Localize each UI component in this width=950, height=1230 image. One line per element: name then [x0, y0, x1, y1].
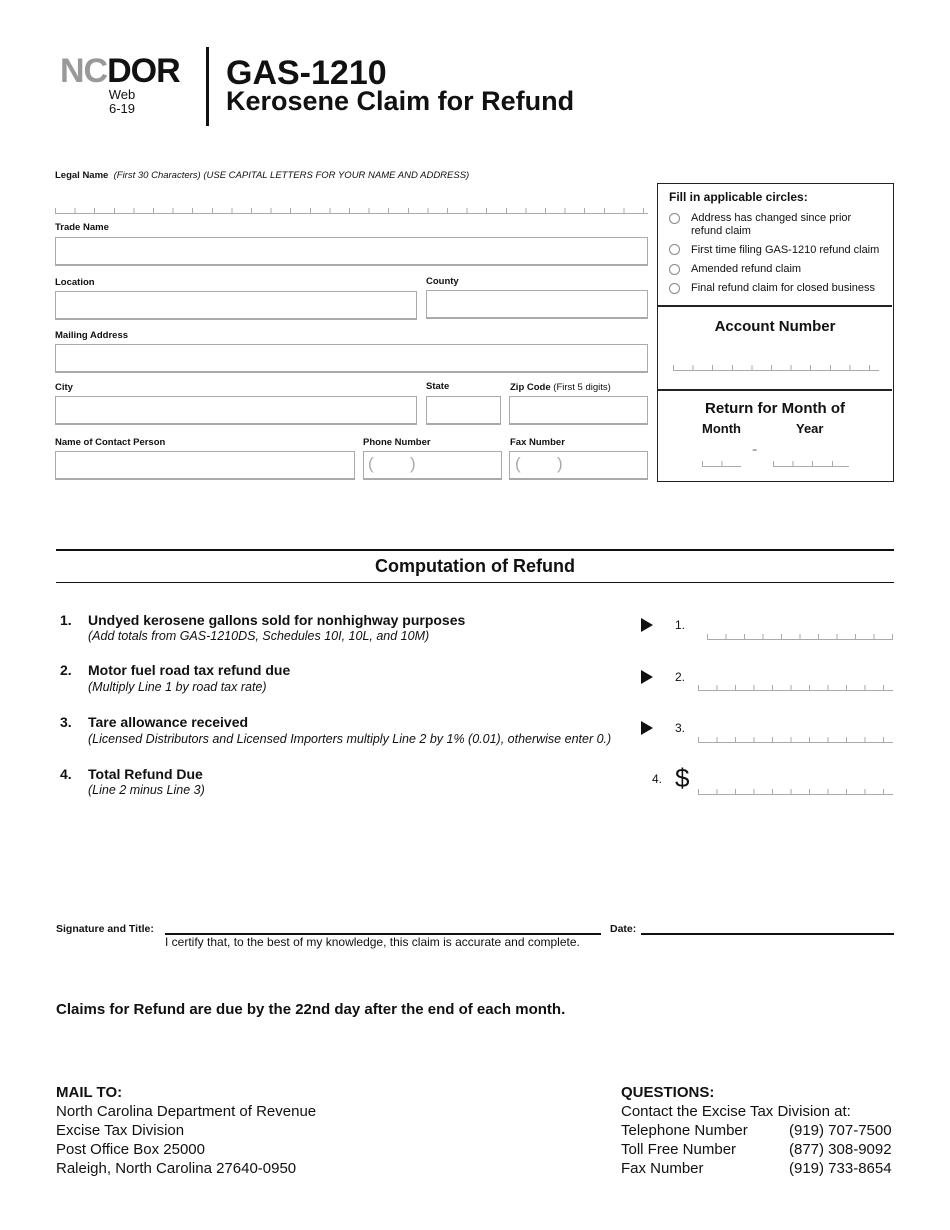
line-2-number: 2. — [60, 662, 72, 678]
fax-paren-open: ( — [515, 454, 521, 473]
section-rule-top — [56, 549, 894, 551]
line-1-amount-field[interactable] — [707, 631, 893, 640]
line-3-ref: 3. — [675, 721, 686, 735]
line-1-title: Undyed kerosene gallons sold for nonhighway purposes — [88, 612, 466, 628]
account-number-field[interactable] — [673, 362, 879, 371]
period-separator: - — [752, 441, 758, 458]
year-field[interactable] — [773, 458, 849, 467]
mail-to-block — [56, 1083, 316, 1178]
option-address-changed: Address has changed since prior refund claim — [691, 212, 852, 237]
signature-label: Signature and Title: — [56, 923, 154, 935]
phone-paren-open: ( — [368, 454, 374, 473]
line-2-ref: 2. — [675, 670, 686, 684]
questions-heading: QUESTIONS: — [621, 1084, 715, 1101]
line-2-amount-field[interactable] — [698, 682, 893, 691]
contact-label-tollfree: Toll Free Number — [621, 1141, 737, 1158]
line-3-number: 3. — [60, 714, 72, 730]
month-field[interactable] — [702, 458, 741, 467]
county-label: County — [426, 276, 459, 287]
phone-paren-close: ) — [410, 454, 416, 473]
date-line[interactable] — [641, 933, 894, 935]
contact-label: Name of Contact Person — [55, 437, 166, 448]
location-field[interactable] — [55, 291, 417, 320]
circle-final[interactable] — [669, 283, 680, 294]
trade-name-label: Trade Name — [55, 222, 109, 233]
city-field[interactable] — [55, 396, 417, 425]
option-amended: Amended refund claim — [691, 263, 802, 275]
line-3-amount-field[interactable] — [698, 734, 893, 743]
contact-label-fax: Fax Number — [621, 1160, 704, 1177]
line-2-subtitle: (Multiply Line 1 by road tax rate) — [88, 680, 267, 694]
option-final: Final refund claim for closed business — [691, 282, 876, 294]
line-4-title: Total Refund Due — [88, 766, 203, 782]
mail-line-3: Post Office Box 25000 — [56, 1141, 205, 1158]
circles-heading: Fill in applicable circles: — [669, 190, 808, 204]
state-label: State — [426, 381, 450, 392]
mailing-address-label: Mailing Address — [55, 330, 129, 341]
contact-value-telephone: (919) 707-7500 — [789, 1122, 892, 1139]
contact-label-telephone: Telephone Number — [621, 1122, 748, 1139]
line-1-ref: 1. — [675, 618, 686, 632]
circle-address-changed[interactable] — [669, 213, 680, 224]
fax-label: Fax Number — [510, 437, 565, 448]
fax-field[interactable] — [509, 451, 648, 480]
logo-date: 6-19 — [108, 101, 136, 116]
line-1-arrow-icon — [641, 618, 653, 632]
line-4-subtitle: (Line 2 minus Line 3) — [88, 783, 205, 797]
panel-divider-2 — [658, 389, 892, 391]
date-label: Date: — [610, 923, 637, 935]
mail-line-1: North Carolina Department of Revenue — [56, 1103, 317, 1120]
line-3-arrow-icon — [641, 721, 653, 735]
computation-heading: Computation of Refund — [375, 556, 575, 576]
state-field[interactable] — [426, 396, 501, 425]
line-3-subtitle: (Licensed Distributors and Licensed Importers multiply Line 2 by 1% (0.01), otherwise enter 0.) — [88, 732, 612, 746]
logo-nc: NC — [60, 52, 108, 90]
ncdor-logo — [60, 54, 180, 88]
form-title: Kerosene Claim for Refund — [226, 86, 575, 116]
phone-field[interactable] — [363, 451, 502, 480]
mailing-address-field[interactable] — [55, 344, 648, 373]
line-3-title: Tare allowance received — [88, 714, 249, 730]
month-label: Month — [702, 421, 741, 436]
line-4-ref: 4. — [652, 772, 663, 786]
county-field[interactable] — [426, 290, 648, 319]
certify-text: I certify that, to the best of my knowledge, this claim is accurate and complete. — [165, 935, 580, 949]
contact-value-tollfree: (877) 308-9092 — [789, 1141, 892, 1158]
logo-version: Web — [108, 87, 136, 102]
form-number: GAS-1210 — [226, 54, 387, 92]
line-4-amount-field[interactable] — [698, 786, 893, 795]
year-label: Year — [796, 421, 824, 436]
mail-line-4: Raleigh, North Carolina 27640-0950 — [56, 1160, 297, 1177]
zip-label: Zip Code (First 5 digits) — [510, 382, 611, 393]
line-1-number: 1. — [60, 612, 72, 628]
zip-field[interactable] — [509, 396, 648, 425]
contact-field[interactable] — [55, 451, 355, 480]
legal-name-label: Legal Name (First 30 Characters) (USE CAPITAL LETTERS FOR YOUR NAME AND ADDRESS) — [55, 170, 470, 181]
due-notice: Claims for Refund are due by the 22nd day after the end of each month. — [56, 1001, 566, 1018]
line-2-arrow-icon — [641, 670, 653, 684]
panel-divider-1 — [658, 305, 892, 307]
zip-note: (First 5 digits) — [553, 382, 611, 393]
option-first-time: First time filing GAS-1210 refund claim — [691, 244, 880, 256]
line-4-number: 4. — [60, 766, 72, 782]
mail-line-2: Excise Tax Division — [56, 1122, 185, 1139]
logo-dor: DOR — [107, 52, 180, 90]
dollar-sign: $ — [675, 763, 690, 793]
right-panel — [657, 183, 894, 482]
line-2-title: Motor fuel road tax refund due — [88, 662, 291, 678]
fax-paren-close: ) — [557, 454, 563, 473]
location-label: Location — [55, 277, 95, 288]
trade-name-field[interactable] — [55, 237, 648, 266]
section-rule-bottom — [56, 582, 894, 583]
circle-amended[interactable] — [669, 264, 680, 275]
line-1-subtitle: (Add totals from GAS-1210DS, Schedules 10I, 10L, and 10M) — [88, 629, 430, 643]
legal-name-field[interactable] — [55, 205, 648, 214]
mail-to-heading: MAIL TO: — [56, 1084, 123, 1101]
return-month-heading: Return for Month of — [705, 400, 845, 417]
contact-value-fax: (919) 733-8654 — [789, 1160, 892, 1177]
phone-label: Phone Number — [363, 437, 431, 448]
questions-intro: Contact the Excise Tax Division at: — [621, 1103, 851, 1120]
account-number-heading: Account Number — [714, 318, 836, 335]
header-divider — [206, 47, 209, 126]
city-label: City — [55, 382, 73, 393]
legal-name-note: (First 30 Characters) (USE CAPITAL LETTERS FOR YOUR NAME AND ADDRESS) — [113, 170, 470, 181]
questions-block — [621, 1083, 901, 1178]
circle-first-time[interactable] — [669, 244, 680, 255]
